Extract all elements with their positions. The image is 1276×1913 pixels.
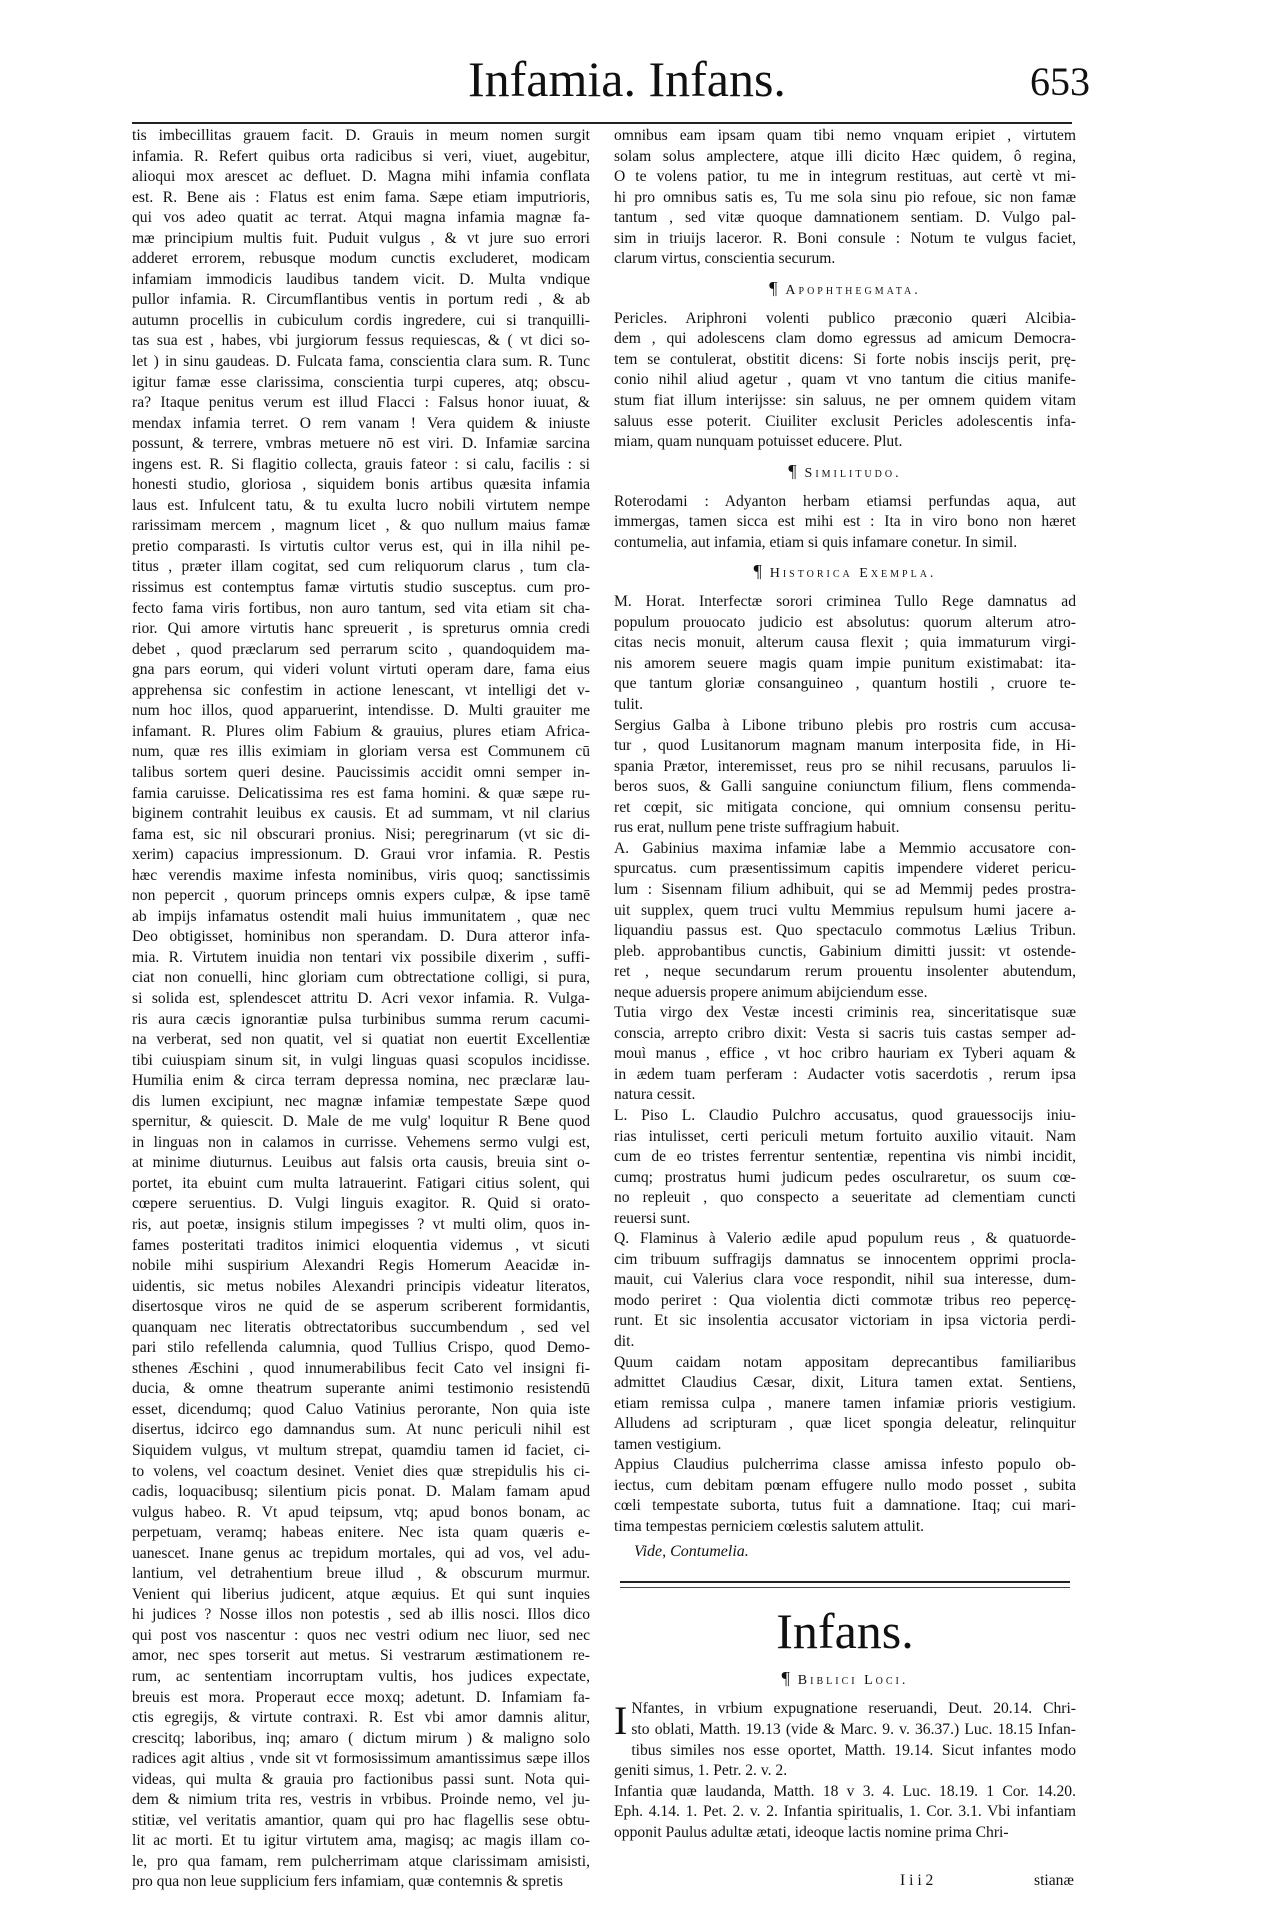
left-column-line: fecto fama viris fortibus, non auro tantum, sed vita etiam sit cha-: [132, 599, 590, 617]
left-column-line: si solida est, splendescet attritu D. Acri vexor infamia. R. Vulga-: [132, 989, 590, 1007]
left-column-line: ris, aut poetæ, insignis stilum impegisses ? vt multi olim, quos in-: [132, 1215, 590, 1233]
biblici-line: Infantia quæ laudanda, Matth. 18 v 3. 4. Luc. 18.19. 1 Cor. 14.20.: [614, 1782, 1076, 1800]
exemplum-line: in ædem tuam perferam : Audacter votis sacerdotis , rerum ipsa: [614, 1065, 1076, 1083]
left-column-line: alioqui mox arescet ac defluet. D. Magna mihi infamia conflata: [132, 168, 590, 186]
exemplum-line: uit supplex, quem truci vultu Memmius repulsum humi jacere a-: [614, 901, 1076, 919]
left-column-line: spernitur, & quiescit. D. Male de me vulg' loquitur R Bene quod: [132, 1113, 590, 1131]
left-column-line: crescitq; laboribus, inq; amaro ( dictum mirum ) & maligno solo: [132, 1729, 590, 1747]
exemplum-line: Appius Claudius pulcherrima classe amissa infesto populo ob-: [614, 1456, 1076, 1474]
left-column-line: cadis, loquacibusq; silentium picis ponat. D. Malam famam apud: [132, 1483, 590, 1501]
cross-reference: Vide, Contumelia.: [634, 1543, 749, 1561]
exemplum-line: rus erat, nullum pene triste suffragium habuit.: [614, 819, 900, 837]
exemplum-line: Tutia virgo dex Vestæ incesti criminis rea, sinceritatisque suæ: [614, 1004, 1076, 1022]
section-divider-thin: [620, 1587, 1070, 1588]
left-column-line: ab impijs infamatus ostendit mali huius immunitatem , quæ nec: [132, 907, 590, 925]
page-title: Infamia. Infans.: [468, 51, 786, 107]
exemplum-line: neque aduersis propere animum abijciendum esse.: [614, 983, 928, 1001]
similitudo-line: contumelia, aut infamia, etiam si quis infamare conetur. In simil.: [614, 533, 1018, 551]
biblici-line: Eph. 4.14. 1. Pet. 2. v. 2. Infantia spiritualis, 1. Cor. 3.1. Vbi infantiam: [614, 1803, 1076, 1821]
left-column-line: autumn procellis in cubiculum cordis ingredere, cui si tranquilli-: [132, 311, 590, 329]
left-column-line: fames posteritati traditos inimici eloquentia videmus , vt sicuti: [132, 1236, 590, 1254]
left-column-line: Humilia enim & circa terram depressa nomina, nec præclaræ lau-: [132, 1072, 590, 1090]
left-column-line: non pepercit , quorum princeps omnis expers culpæ, & ipse tamē: [132, 887, 590, 905]
right-column-line: tantum , sed vitæ quoque damnationem sentiam. D. Vulgo pal-: [614, 209, 1076, 227]
exemplum-line: rias intulisset, certi periculi metum fortuito auxilio vitauit. Nam: [614, 1127, 1076, 1145]
exemplum-line: ret cœpit, sic mitigata concione, qui omnium consensu peritu-: [614, 798, 1076, 816]
left-column-line: ctis egregijs, & virtute contraxi. R. Est vbi amor damnis alitur,: [132, 1709, 590, 1727]
exemplum-line: ret , neque secundarum rerum prouentu insolenter abutendum,: [614, 963, 1076, 981]
exemplum-line: populum prouocato judicio est absolutus: quorum alterum atro-: [614, 613, 1076, 631]
exemplum-line: iectus, cum debitam pœnam effugere nullo modo posset , subita: [614, 1476, 1076, 1494]
left-column-line: mendax infamia terret. O rem vanam ! Vera quidem & iniuste: [132, 414, 590, 432]
exemplum-line: modo periret : Qua violentia dicti commotæ tribus reo pepercę-: [614, 1291, 1076, 1309]
left-column-line: tis imbecillitas grauem facit. D. Grauis in meum nomen surgit: [132, 127, 590, 144]
left-column-line: famia caruisse. Delicatissima res est fama homini. & quæ sæpe ru-: [132, 784, 590, 802]
left-column-line: cœpere seruentius. D. Vulgi linguis exagitor. R. Quid si orato-: [132, 1195, 590, 1213]
exemplum-line: cim tribuum suffragijs damnatus se innocentem opprimi procla-: [614, 1250, 1076, 1268]
exemplum-line: runt. Et sic insolentia accusator victoriam in ipsa victoria perdi-: [614, 1312, 1076, 1330]
left-column-line: possunt, & terrere, vmbras metuere nō est viri. D. Infamiæ sarcina: [132, 435, 590, 453]
left-column-line: esset, dicendumq; quod Caluo Vatinius perorante, Non quia iste: [132, 1400, 590, 1418]
biblici-line: geniti simus, 1. Petr. 2. v. 2.: [614, 1762, 788, 1780]
left-column-line: ris aura cæcis ignorantiæ pulsa turbinibus summa rerum cacumi-: [132, 1010, 590, 1028]
exemplum-line: Q. Flaminus à Valerio ædile apud populum reus , & quatuorde-: [614, 1230, 1076, 1248]
left-column-line: disertosque viros ne quid de se asperum scriberent formidantis,: [132, 1298, 590, 1316]
left-column-line: dis lumen excipiunt, nec magnæ infamiæ tempestate Sæpe quod: [132, 1092, 590, 1110]
left-column-line: infamia. R. Refert quibus orta radicibus si veri, viuet, augebitur,: [132, 147, 590, 165]
left-column-line: uanescet. Inane genus ac trepidum mortales, qui ad vos, vel adu-: [132, 1544, 590, 1562]
left-column-line: qui post vos nascentur : quos nec vestri odium nec liuor, sed nec: [132, 1626, 590, 1644]
left-column-line: pro qua non leue supplicium fers infamiam, quæ contemnis & spretis: [132, 1873, 563, 1891]
left-column-line: debet , quod præclarum sed perrarum scito , quandoquidem ma-: [132, 640, 590, 658]
left-column-line: talibus sortem queri desine. Paucissimis accidit omni semper in-: [132, 763, 590, 781]
exemplum-line: M. Horat. Interfectæ sorori criminea Tullo Rege damnatus ad: [614, 593, 1076, 611]
left-column-line: pretio comparasti. Is virtutis cultor verus est, qui in illa nihil pe-: [132, 537, 590, 555]
exemplum-line: spurcatus. cum præsentissimum capitis impendere videret pericu-: [614, 860, 1076, 878]
left-column-line: honesti studio, gloriosa , siquidem bonis artibus quæsita infamia: [132, 476, 590, 494]
left-column-line: infamiam immodicis laudibus tandem vicit. D. Multa vndique: [132, 270, 590, 288]
left-column-line: uidentis, sic metus nobiles Alexandri principis videatur literatos,: [132, 1277, 590, 1295]
section-apophthegmata: [614, 309, 1076, 453]
biblici-line: sto oblati, Matth. 19.13 (vide & Marc. 9. v. 36.37.) Luc. 18.15 Infan-: [631, 1721, 1076, 1738]
left-column-line: Deo obtigisset, hominibus non sperandam. D. Dura atteror infa-: [132, 928, 590, 946]
left-column-line: breuis est mora. Properaut ecce moxq; adetunt. D. Infamiam fa-: [132, 1688, 590, 1706]
section-heading-similitudo: ¶ Similitudo.: [788, 460, 902, 481]
biblici-line: Nfantes, in vrbium expugnatione reseruandi, Deut. 20.14. Chri-: [631, 1700, 1076, 1718]
biblici-line: opponit Paulus adultæ ætati, ideoque lactis nomine prima Chri-: [614, 1823, 1009, 1841]
exemplum-line: A. Gabinius maxima infamiæ labe a Memmio accusatore con-: [614, 839, 1076, 857]
right-column-line: solam solus amplectere, atque illi dicito Hæc quidem, ô regina,: [614, 147, 1076, 165]
left-column-line: apprehensa sic confestim in actione lenescant, vt intelligi det v-: [132, 681, 590, 699]
exemplum-line: etiam remissa culpa , manere tamen infamiæ prioris vestigium.: [614, 1394, 1076, 1412]
left-column-line: pullor infamia. R. Circumflantibus ventis in portum redi , & ab: [132, 291, 590, 309]
left-column-line: lit ac morti. Et tu igitur virtutem ama, magisq; ac magis illam co-: [132, 1832, 590, 1850]
apophthegm-line: dem , qui adolescens clam domo egressus ad amicum Democra-: [614, 330, 1076, 348]
exemplum-line: citas necis monuit, alterum causa flexit ; quia immaturum virgi-: [614, 634, 1076, 652]
apophthegm-line: Pericles. Ariphroni volenti publico præconio quæri Alcibia-: [614, 309, 1076, 327]
left-column-line: qui vos adeo quatit ac terrat. Atqui magna infamia magnæ fa-: [132, 209, 590, 227]
exemplum-line: natura cessit.: [614, 1086, 696, 1104]
left-column-line: stitiæ, vel veritatis amantior, quam qui pro hac flagellis sese obtu-: [132, 1811, 590, 1829]
section-similitudo: [614, 492, 1076, 554]
drop-capital: I: [614, 1698, 628, 1744]
exemplum-line: dit.: [614, 1332, 635, 1350]
apophthegm-line: conio nihil aliud agetur , quam vt vno tantum die citius manife-: [614, 371, 1076, 389]
left-column-line: hi judices ? Nosse illos non potestis , sed ab illis nosci. Illos dico: [132, 1606, 590, 1624]
running-head: [0, 48, 1276, 128]
apophthegm-line: tem se contulerat, obstitit dicens: Si forte nobis inscijs perit, prę-: [614, 350, 1076, 368]
exemplum-line: reuersi sunt.: [614, 1209, 691, 1227]
exemplum-line: cœli tempestate suborta, tutus fuit a damnatione. Itaq; cui mari-: [614, 1497, 1076, 1515]
left-column-line: rum, ac sententiam incorruptam vultis, hos judices expectate,: [132, 1668, 590, 1686]
exemplum-line: tur , quod Lusitanorum magnam manum interposita fide, in Hi-: [614, 737, 1076, 755]
left-column-line: le, pro qua famam, rem pulcherrimam atque clarissimam amisisti,: [132, 1852, 590, 1870]
left-column-line: at minime diuturnus. Leuibus aut falsis orta causis, breuia sint o-: [132, 1154, 590, 1172]
signature-mark: I i i 2: [900, 1872, 934, 1889]
left-column-line: est. R. Bene ais : Flatus est enim fama. Sæpe etiam imputrioris,: [132, 188, 590, 206]
left-column-line: rior. Qui amore virtutis hanc spreuerit , is spreturus omnia credi: [132, 620, 590, 638]
left-column-line: na verberat, sed non quatit, vel si quatiat non euertit Excellentiæ: [132, 1031, 590, 1049]
left-column-line: num hoc illos, quod apparuerint, intendisse. D. Multi grauiter me: [132, 702, 590, 720]
exemplum-line: spania Prætor, interemisset, reus pro se nihil recusans, paruulos li-: [614, 757, 1076, 775]
left-column-line: radices agit altius , vnde sit vt formosissimum amantissimus sæpe illos: [132, 1750, 590, 1768]
left-column-line: Siquidem vulgus, vt multum strepat, quamdiu tamen id faciet, ci-: [132, 1442, 590, 1459]
left-column-line: laus est. Infulcent tatu, & tu exulta lucro nobili virtutem nempe: [132, 496, 590, 514]
biblici-line: tibus similes nos esse oportet, Matth. 19.14. Sicut infantes modo: [631, 1741, 1076, 1759]
left-column-line: Venient qui liberius judicent, atque æquius. Et qui sunt inquies: [132, 1585, 590, 1603]
right-column-line: sim in triuijs laceror. R. Boni consule : Notum te vulgus faciet,: [614, 229, 1076, 247]
exemplum-line: Alludens ad scripturam , quæ licet spongia deleatur, relinquitur: [614, 1415, 1076, 1433]
left-column-line: infamant. R. Plures olim Fabium & grauius, plures etiam Africa-: [132, 722, 590, 740]
pilcrow-icon: ¶: [781, 1668, 790, 1689]
left-column-line: adderet errorem, rebusque modum cunctis excluderet, modicam: [132, 250, 590, 268]
header-rule: [132, 122, 1072, 124]
left-column-line: lantium, vel detrahentium breue illud , & obscurum murmur.: [132, 1565, 590, 1583]
left-column-line: in linguas non in calamos in currisse. Vehemens sermo vulgi est,: [132, 1133, 590, 1151]
left-column-line: biginem contrahit leuibus ex causis. Et ad summam, vt nil clarius: [132, 805, 590, 823]
left-column-line: let ) in sinu gaudeas. D. Fulcata fama, conscientia clara sum. R. Tunc: [132, 353, 590, 371]
exemplum-line: liquandiu passus est. Quo spectaculo commotus Lælius Tribun.: [614, 922, 1076, 940]
exemplum-line: mauit, cui Valerius clara voce respondit, nihil sua interesse, dum-: [614, 1271, 1076, 1289]
exemplum-line: cumq; prostratus humi judicum pedes osculraretur, os suum cœ-: [614, 1168, 1076, 1186]
right-column: [614, 126, 1076, 1843]
pilcrow-icon: ¶: [788, 460, 797, 481]
left-column-line: num, quæ res illis eximiam in gloriam versa est Communem cū: [132, 743, 590, 761]
right-column-line: hi pro omnibus satis es, Tu me sola sinu pio refoue, sic non famæ: [614, 188, 1076, 206]
exemplum-line: tamen vestigium.: [614, 1435, 722, 1453]
section-heading-historica: ¶ Historica Exempla.: [753, 561, 937, 582]
exemplum-line: no repleuit , quo conspecto a seueritate ad clementiam cuncti: [614, 1189, 1076, 1207]
similitudo-line: Roterodami : Adyanton herbam etiamsi perfundas aqua, aut: [614, 492, 1076, 510]
right-column-line: clarum virtus, conscientia securum.: [614, 250, 836, 268]
exemplum-line: nis amorem seuere magis quam impie punitum existimabat: ita-: [614, 654, 1076, 672]
exemplum-line: L. Piso L. Claudio Pulchro accusatus, quod grauessocijs iniu-: [614, 1106, 1076, 1124]
pilcrow-icon: ¶: [753, 561, 762, 582]
exemplum-line: mouì manus , effice , vt hoc cribro hauriam ex Tyberi aquam &: [614, 1045, 1076, 1063]
page-number: 653: [1030, 59, 1090, 104]
section-heading-biblici-loci: ¶ Biblici Loci.: [781, 1668, 909, 1689]
left-column-line: disertus, idcirco ego damnandus sum. At nunc periculi nihil est: [132, 1421, 590, 1439]
exemplum-line: Quum caidam notam appositam deprecantibus familiaribus: [614, 1353, 1076, 1371]
left-column-line: mæ principium multis fuit. Puduit vulgus , & vt jure suo errori: [132, 229, 590, 247]
left-column-line: ingens est. R. Si flagitio collecta, grauis fateor : si calu, facilis : si: [132, 455, 590, 473]
left-column: [132, 126, 590, 1893]
left-column-line: xerim) capacius impressionum. D. Graui vror infamia. R. Pestis: [132, 846, 590, 864]
left-column-line: rarissimam mercem , magnum licet , & quo nullum maius famæ: [132, 517, 590, 535]
left-column-line: hæc verendis maxime infesta nominibus, viris quoq; sanctissimis: [132, 866, 590, 884]
left-column-line: igitur famæ esse clarissima, conscientia turpi cuperes, atq; obscu-: [132, 373, 590, 391]
left-column-line: titus , præter illam cogitat, sed cum reliquorum clarus , tum cla-: [132, 558, 590, 576]
section-divider: [620, 1581, 1070, 1583]
right-column-line: O te volens patior, tu me in integrum restituas, aut certè vt mi-: [614, 168, 1076, 186]
left-column-line: perpetuam, veramq; habeas enitere. Nec ista quam quæris e-: [132, 1524, 590, 1542]
entry-title-infans: Infans.: [776, 1603, 914, 1660]
apophthegm-line: saluus esse poterit. Ciuiliter exclusit Pericles adolescentis infa-: [614, 412, 1076, 430]
left-column-line: to volens, vel coactum desinet. Veniet dies quæ strepidulis his ci-: [132, 1462, 590, 1480]
similitudo-line: immergas, tamen sicca est mihi est : Ita in viro bono non hæret: [614, 513, 1076, 531]
left-column-line: gna pars eorum, qui videri volunt virtuti operam dare, fama eius: [132, 661, 590, 679]
left-column-line: sthenes Æschini , quod innumerabilibus fecit Cato vel insigni fi-: [132, 1359, 590, 1377]
exemplum-line: tulit.: [614, 696, 644, 714]
section-infans-biblici-loci: [614, 1699, 1076, 1843]
catchword: stianæ: [1034, 1872, 1074, 1889]
left-column-line: dem & nimium trita res, vestris in vrbibus. Proinde nemo, vel ju-: [132, 1791, 590, 1809]
left-column-line: videas, qui multa & grauia pro factionibus passi sunt. Nota qui-: [132, 1770, 590, 1788]
left-column-line: quanquam nec literatis obtrectatoribus succumbendum , sed vel: [132, 1318, 590, 1336]
left-column-line: amor, nec spes torserit aut metus. Si vestrarum æstimationem re-: [132, 1647, 590, 1665]
section-heading-apophthegmata: ¶ Apophthegmata.: [769, 277, 921, 298]
pilcrow-icon: ¶: [769, 277, 778, 298]
exemplum-line: Sergius Galba à Libone tribuno plebis pro rostris cum accusa-: [614, 716, 1076, 734]
left-column-line: tas sua est , habes, vbi jurgiorum fessus requiescas, & ( vt dici so-: [132, 332, 590, 350]
section-historica-exempla: [614, 592, 1076, 1537]
right-column-line: omnibus eam ipsam quam tibi nemo vnquam eripiet , virtutem: [614, 127, 1076, 144]
exemplum-line: conscia, arrepto cribro dixit: Vesta si sacris tuis castas semper ad-: [614, 1024, 1076, 1042]
left-column-line: portet, ita ebuint cum multa latrauerint. Fatigari citius solent, qui: [132, 1174, 590, 1192]
left-column-line: pari stilo refellenda calumnia, quod Tullius Crispo, quod Demo-: [132, 1339, 590, 1357]
left-column-line: fama est, sic nil obscurari pronius. Nisi; peregrinarum (vt sic di-: [132, 825, 590, 843]
apophthegm-line: miam, quam nunquam potuisset educere. Plut.: [614, 433, 903, 451]
exemplum-line: pleb. approbantibus cunctis, Gabinium dimitti jussit: vt ostende-: [614, 942, 1076, 960]
left-column-line: ciat non conuelli, hinc gloriam cum obtrectatione colligi, si pura,: [132, 969, 590, 987]
left-column-line: rissimus est contemptus famæ virtutis studio susceptus. cum pro-: [132, 579, 590, 597]
right-column-continuation: [614, 126, 1076, 270]
apophthegm-line: stum fiat illum interijsse: sin saluus, ne per omnem quidem vitam: [614, 392, 1076, 410]
exemplum-line: beros suos, & Galli sanguine coniunctum filium, flens commenda-: [614, 778, 1076, 796]
left-column-line: ra? Itaque penitus verum est illud Flacci : Falsus honor iuuat, &: [132, 394, 590, 412]
left-column-line: mia. R. Virtutem inuidia non tentari vix possibile dixerim , suffi-: [132, 948, 590, 966]
left-column-line: vulgus habeo. R. Vt apud teipsum, vtq; apud bonos bonam, ac: [132, 1503, 590, 1521]
exemplum-line: cum de eo tristes ferrentur sententiæ, repentina vis nimbi incidit,: [614, 1148, 1076, 1166]
exemplum-line: tima tempestas perniciem cœlestis salutem attulit.: [614, 1517, 925, 1535]
left-column-line: nobile mihi suspirium Alexandri Regis Homerum Aeacidæ in-: [132, 1257, 590, 1275]
left-column-line: tibi cuiuspiam sinum sit, in vulgi linguas quasi scopulos incidisse.: [132, 1051, 590, 1069]
exemplum-line: lum : Sisennam filium adhibuit, qui se ad Memmij pedes prostra-: [614, 880, 1076, 898]
left-column-line: ducia, & omne theatrum superante animi testimonio resistendū: [132, 1380, 590, 1398]
exemplum-line: admittet Claudius Cæsar, dixit, Litura tamen extat. Sentiens,: [614, 1374, 1076, 1392]
exemplum-line: que tantum gloriæ consanguineo , quantum hostili , cruore te-: [614, 675, 1076, 693]
